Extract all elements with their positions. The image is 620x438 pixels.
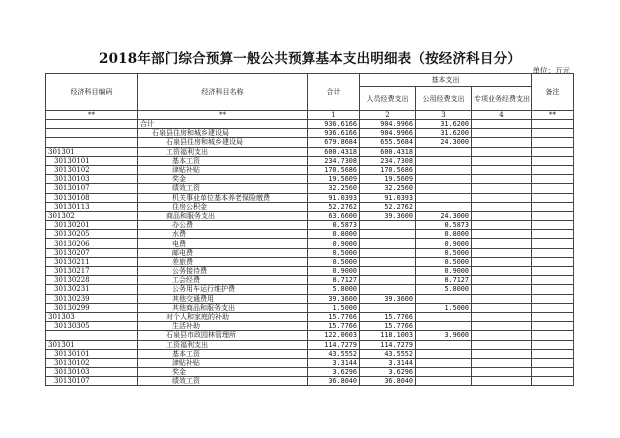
row-code: 301302 — [46, 211, 138, 220]
header-code: 经济科目编码 — [46, 74, 138, 111]
row-total: 3.6296 — [308, 368, 360, 377]
row-name: 奖金 — [138, 368, 308, 377]
row-public — [416, 165, 472, 174]
header-basic: 基本支出 — [360, 74, 532, 87]
row-special — [472, 230, 532, 239]
row-public — [416, 193, 472, 202]
row-name: 其他交通费用 — [138, 294, 308, 303]
row-public: 0.5000 — [416, 248, 472, 257]
row-total: 43.5552 — [308, 349, 360, 358]
row-code: 30130239 — [46, 294, 138, 303]
row-code — [46, 138, 138, 147]
row-remark — [532, 294, 574, 303]
row-total: 936.6166 — [308, 120, 360, 129]
row-code: 30130101 — [46, 156, 138, 165]
table-row — [46, 175, 574, 184]
row-remark — [532, 147, 574, 156]
row-name: 生活补助 — [138, 322, 308, 331]
row-special — [472, 193, 532, 202]
row-public: 1.5000 — [416, 303, 472, 312]
row-special — [472, 248, 532, 257]
row-code: 30130113 — [46, 202, 138, 211]
row-special — [472, 377, 532, 386]
row-code — [46, 129, 138, 138]
row-name: 工资福利支出 — [138, 340, 308, 349]
index-cell: 2 — [360, 111, 416, 120]
row-total: 679.8684 — [308, 138, 360, 147]
row-personnel: 600.4318 — [360, 147, 416, 156]
row-name: 石泉县住房和城乡建设局 — [138, 129, 308, 138]
row-remark — [532, 285, 574, 294]
row-remark — [532, 248, 574, 257]
row-name: 基本工资 — [138, 349, 308, 358]
row-remark — [532, 193, 574, 202]
row-remark — [532, 257, 574, 266]
table-row — [46, 368, 574, 377]
row-code: 30130206 — [46, 239, 138, 248]
row-code: 30130103 — [46, 175, 138, 184]
row-total: 36.8040 — [308, 377, 360, 386]
row-code: 30130231 — [46, 285, 138, 294]
row-remark — [532, 312, 574, 321]
row-special — [472, 358, 532, 367]
row-name: 水费 — [138, 230, 308, 239]
row-name: 住房公积金 — [138, 202, 308, 211]
row-total: 600.4318 — [308, 147, 360, 156]
table-row — [46, 358, 574, 367]
row-special — [472, 294, 532, 303]
row-total: 0.8000 — [308, 230, 360, 239]
header-total: 合计 — [308, 74, 360, 111]
row-total: 19.5609 — [308, 175, 360, 184]
row-remark — [532, 358, 574, 367]
row-code: 30130299 — [46, 303, 138, 312]
row-code: 30130103 — [46, 368, 138, 377]
row-personnel: 39.3600 — [360, 211, 416, 220]
row-total: 936.6166 — [308, 129, 360, 138]
row-special — [472, 331, 532, 340]
row-name: 石泉县市政园林管理所 — [138, 331, 308, 340]
row-public — [416, 156, 472, 165]
table-row — [46, 202, 574, 211]
row-special — [472, 202, 532, 211]
row-public: 0.9000 — [416, 267, 472, 276]
row-remark — [532, 175, 574, 184]
row-name: 工会经费 — [138, 276, 308, 285]
row-special — [472, 120, 532, 129]
row-special — [472, 175, 532, 184]
table-row — [46, 257, 574, 266]
table-row — [46, 285, 574, 294]
row-remark — [532, 331, 574, 340]
row-personnel: 43.5552 — [360, 349, 416, 358]
row-public — [416, 349, 472, 358]
row-name: 邮电费 — [138, 248, 308, 257]
row-total: 39.3600 — [308, 294, 360, 303]
row-remark — [532, 120, 574, 129]
row-public — [416, 202, 472, 211]
row-total: 0.5000 — [308, 248, 360, 257]
row-total: 0.9000 — [308, 267, 360, 276]
table-row — [46, 239, 574, 248]
index-cell: ** — [46, 111, 138, 120]
table-row — [46, 129, 574, 138]
index-cell: ** — [532, 111, 574, 120]
table-row — [46, 349, 574, 358]
row-special — [472, 147, 532, 156]
row-remark — [532, 239, 574, 248]
row-remark — [532, 377, 574, 386]
row-public: 24.3000 — [416, 138, 472, 147]
row-name: 办公费 — [138, 221, 308, 230]
row-special — [472, 368, 532, 377]
row-remark — [532, 276, 574, 285]
row-total: 122.0603 — [308, 331, 360, 340]
header-public: 公用经费支出 — [416, 87, 472, 111]
row-total: 5.8000 — [308, 285, 360, 294]
row-name: 电费 — [138, 239, 308, 248]
row-code: 30130305 — [46, 322, 138, 331]
table-body — [46, 120, 574, 386]
row-total: 15.7766 — [308, 322, 360, 331]
row-total: 3.3144 — [308, 358, 360, 367]
row-code: 30130102 — [46, 165, 138, 174]
row-personnel — [360, 257, 416, 266]
table-row — [46, 276, 574, 285]
header-remark: 备注 — [532, 74, 574, 111]
row-code: 301301 — [46, 340, 138, 349]
row-code: 30130201 — [46, 221, 138, 230]
row-total: 114.7279 — [308, 340, 360, 349]
row-code — [46, 120, 138, 129]
row-remark — [532, 368, 574, 377]
table-row — [46, 303, 574, 312]
row-personnel: 655.5684 — [360, 138, 416, 147]
table-row — [46, 322, 574, 331]
table-row — [46, 248, 574, 257]
row-personnel: 36.8040 — [360, 377, 416, 386]
row-personnel: 19.5609 — [360, 175, 416, 184]
row-special — [472, 211, 532, 220]
row-remark — [532, 221, 574, 230]
row-name: 工资福利支出 — [138, 147, 308, 156]
table-row — [46, 193, 574, 202]
row-personnel: 91.0393 — [360, 193, 416, 202]
index-cell: ** — [138, 111, 308, 120]
table-row — [46, 377, 574, 386]
row-special — [472, 312, 532, 321]
row-name: 津贴补贴 — [138, 358, 308, 367]
row-personnel: 170.5686 — [360, 165, 416, 174]
row-personnel — [360, 248, 416, 257]
row-code: 301303 — [46, 312, 138, 321]
row-special — [472, 267, 532, 276]
table-row — [46, 230, 574, 239]
row-personnel — [360, 239, 416, 248]
row-public: 3.9600 — [416, 331, 472, 340]
row-public: 0.5000 — [416, 257, 472, 266]
budget-table — [45, 73, 574, 386]
row-public: 0.8000 — [416, 230, 472, 239]
row-remark — [532, 230, 574, 239]
row-personnel: 15.7766 — [360, 322, 416, 331]
row-code: 30130107 — [46, 377, 138, 386]
table-row — [46, 165, 574, 174]
row-public — [416, 322, 472, 331]
row-personnel: 904.9966 — [360, 120, 416, 129]
row-total: 0.9000 — [308, 239, 360, 248]
row-name: 津贴补贴 — [138, 165, 308, 174]
page-title: 2018年部门综合预算一般公共预算基本支出明细表（按经济科目分） — [99, 51, 521, 67]
row-personnel — [360, 267, 416, 276]
row-code: 30130228 — [46, 276, 138, 285]
row-special — [472, 239, 532, 248]
row-personnel: 3.6296 — [360, 368, 416, 377]
row-name: 公务接待费 — [138, 267, 308, 276]
row-public — [416, 377, 472, 386]
row-name: 绩效工资 — [138, 377, 308, 386]
index-row — [46, 111, 574, 120]
table-row — [46, 312, 574, 321]
row-public — [416, 147, 472, 156]
row-name: 机关事业单位基本养老保险缴费 — [138, 193, 308, 202]
row-personnel — [360, 276, 416, 285]
row-public — [416, 294, 472, 303]
row-personnel: 114.7279 — [360, 340, 416, 349]
row-remark — [532, 303, 574, 312]
row-special — [472, 165, 532, 174]
row-special — [472, 184, 532, 193]
table-row — [46, 211, 574, 220]
row-code: 301301 — [46, 147, 138, 156]
row-remark — [532, 340, 574, 349]
row-special — [472, 221, 532, 230]
row-name: 公务用车运行维护费 — [138, 285, 308, 294]
row-remark — [532, 184, 574, 193]
row-public — [416, 358, 472, 367]
row-special — [472, 138, 532, 147]
row-remark — [532, 138, 574, 147]
row-special — [472, 276, 532, 285]
table-row — [46, 294, 574, 303]
row-code: 30130101 — [46, 349, 138, 358]
table-row — [46, 120, 574, 129]
row-remark — [532, 202, 574, 211]
row-public: 31.6200 — [416, 120, 472, 129]
row-code: 30130205 — [46, 230, 138, 239]
row-public: 24.3000 — [416, 211, 472, 220]
row-personnel — [360, 285, 416, 294]
row-total: 63.6600 — [308, 211, 360, 220]
row-special — [472, 156, 532, 165]
row-remark — [532, 129, 574, 138]
table-row — [46, 156, 574, 165]
row-special — [472, 285, 532, 294]
table-row — [46, 138, 574, 147]
row-personnel: 234.7308 — [360, 156, 416, 165]
row-name: 对个人和家庭的补助 — [138, 312, 308, 321]
table-row — [46, 147, 574, 156]
row-remark — [532, 156, 574, 165]
row-total: 15.7766 — [308, 312, 360, 321]
row-personnel: 32.2560 — [360, 184, 416, 193]
row-name: 商品和服务支出 — [138, 211, 308, 220]
row-personnel — [360, 221, 416, 230]
row-total: 1.5000 — [308, 303, 360, 312]
row-personnel: 904.9966 — [360, 129, 416, 138]
unit-label: 单位：万元 — [532, 66, 570, 75]
row-special — [472, 340, 532, 349]
row-code: 30130211 — [46, 257, 138, 266]
index-cell: 1 — [308, 111, 360, 120]
row-special — [472, 257, 532, 266]
row-public — [416, 312, 472, 321]
row-total: 91.0393 — [308, 193, 360, 202]
row-total: 32.2560 — [308, 184, 360, 193]
row-personnel: 3.3144 — [360, 358, 416, 367]
row-personnel — [360, 303, 416, 312]
row-remark — [532, 165, 574, 174]
row-total: 170.5686 — [308, 165, 360, 174]
row-code — [46, 331, 138, 340]
row-name: 合计 — [138, 120, 308, 129]
row-public — [416, 184, 472, 193]
table-row — [46, 221, 574, 230]
row-public: 8.7127 — [416, 276, 472, 285]
index-cell: 3 — [416, 111, 472, 120]
row-personnel: 39.3600 — [360, 294, 416, 303]
row-personnel: 15.7766 — [360, 312, 416, 321]
row-special — [472, 322, 532, 331]
row-public — [416, 368, 472, 377]
row-name: 基本工资 — [138, 156, 308, 165]
row-code: 30130102 — [46, 358, 138, 367]
row-public: 5.8000 — [416, 285, 472, 294]
header-special: 专项业务经费支出 — [472, 87, 532, 111]
header-personnel: 人员经费支出 — [360, 87, 416, 111]
row-code: 30130107 — [46, 184, 138, 193]
row-name: 奖金 — [138, 175, 308, 184]
row-total: 0.5000 — [308, 257, 360, 266]
row-total: 8.7127 — [308, 276, 360, 285]
row-personnel — [360, 230, 416, 239]
row-special — [472, 349, 532, 358]
row-remark — [532, 267, 574, 276]
row-name: 石泉县住房和城乡建设局 — [138, 138, 308, 147]
row-name: 差旅费 — [138, 257, 308, 266]
row-personnel: 118.1003 — [360, 331, 416, 340]
table-row — [46, 184, 574, 193]
row-public — [416, 340, 472, 349]
row-total: 52.2762 — [308, 202, 360, 211]
table-row — [46, 331, 574, 340]
row-remark — [532, 211, 574, 220]
row-public: 31.6200 — [416, 129, 472, 138]
row-public — [416, 175, 472, 184]
row-special — [472, 129, 532, 138]
row-total: 234.7308 — [308, 156, 360, 165]
row-name: 其他商品和服务支出 — [138, 303, 308, 312]
row-code: 30130207 — [46, 248, 138, 257]
row-remark — [532, 322, 574, 331]
row-total: 0.5873 — [308, 221, 360, 230]
row-special — [472, 303, 532, 312]
row-public: 0.9000 — [416, 239, 472, 248]
row-personnel: 52.2762 — [360, 202, 416, 211]
header-name: 经济科目名称 — [138, 74, 308, 111]
table-row — [46, 267, 574, 276]
row-name: 绩效工资 — [138, 184, 308, 193]
row-code: 30130108 — [46, 193, 138, 202]
table-row — [46, 340, 574, 349]
row-remark — [532, 349, 574, 358]
row-public: 0.5873 — [416, 221, 472, 230]
row-code: 30130217 — [46, 267, 138, 276]
index-cell: 4 — [472, 111, 532, 120]
